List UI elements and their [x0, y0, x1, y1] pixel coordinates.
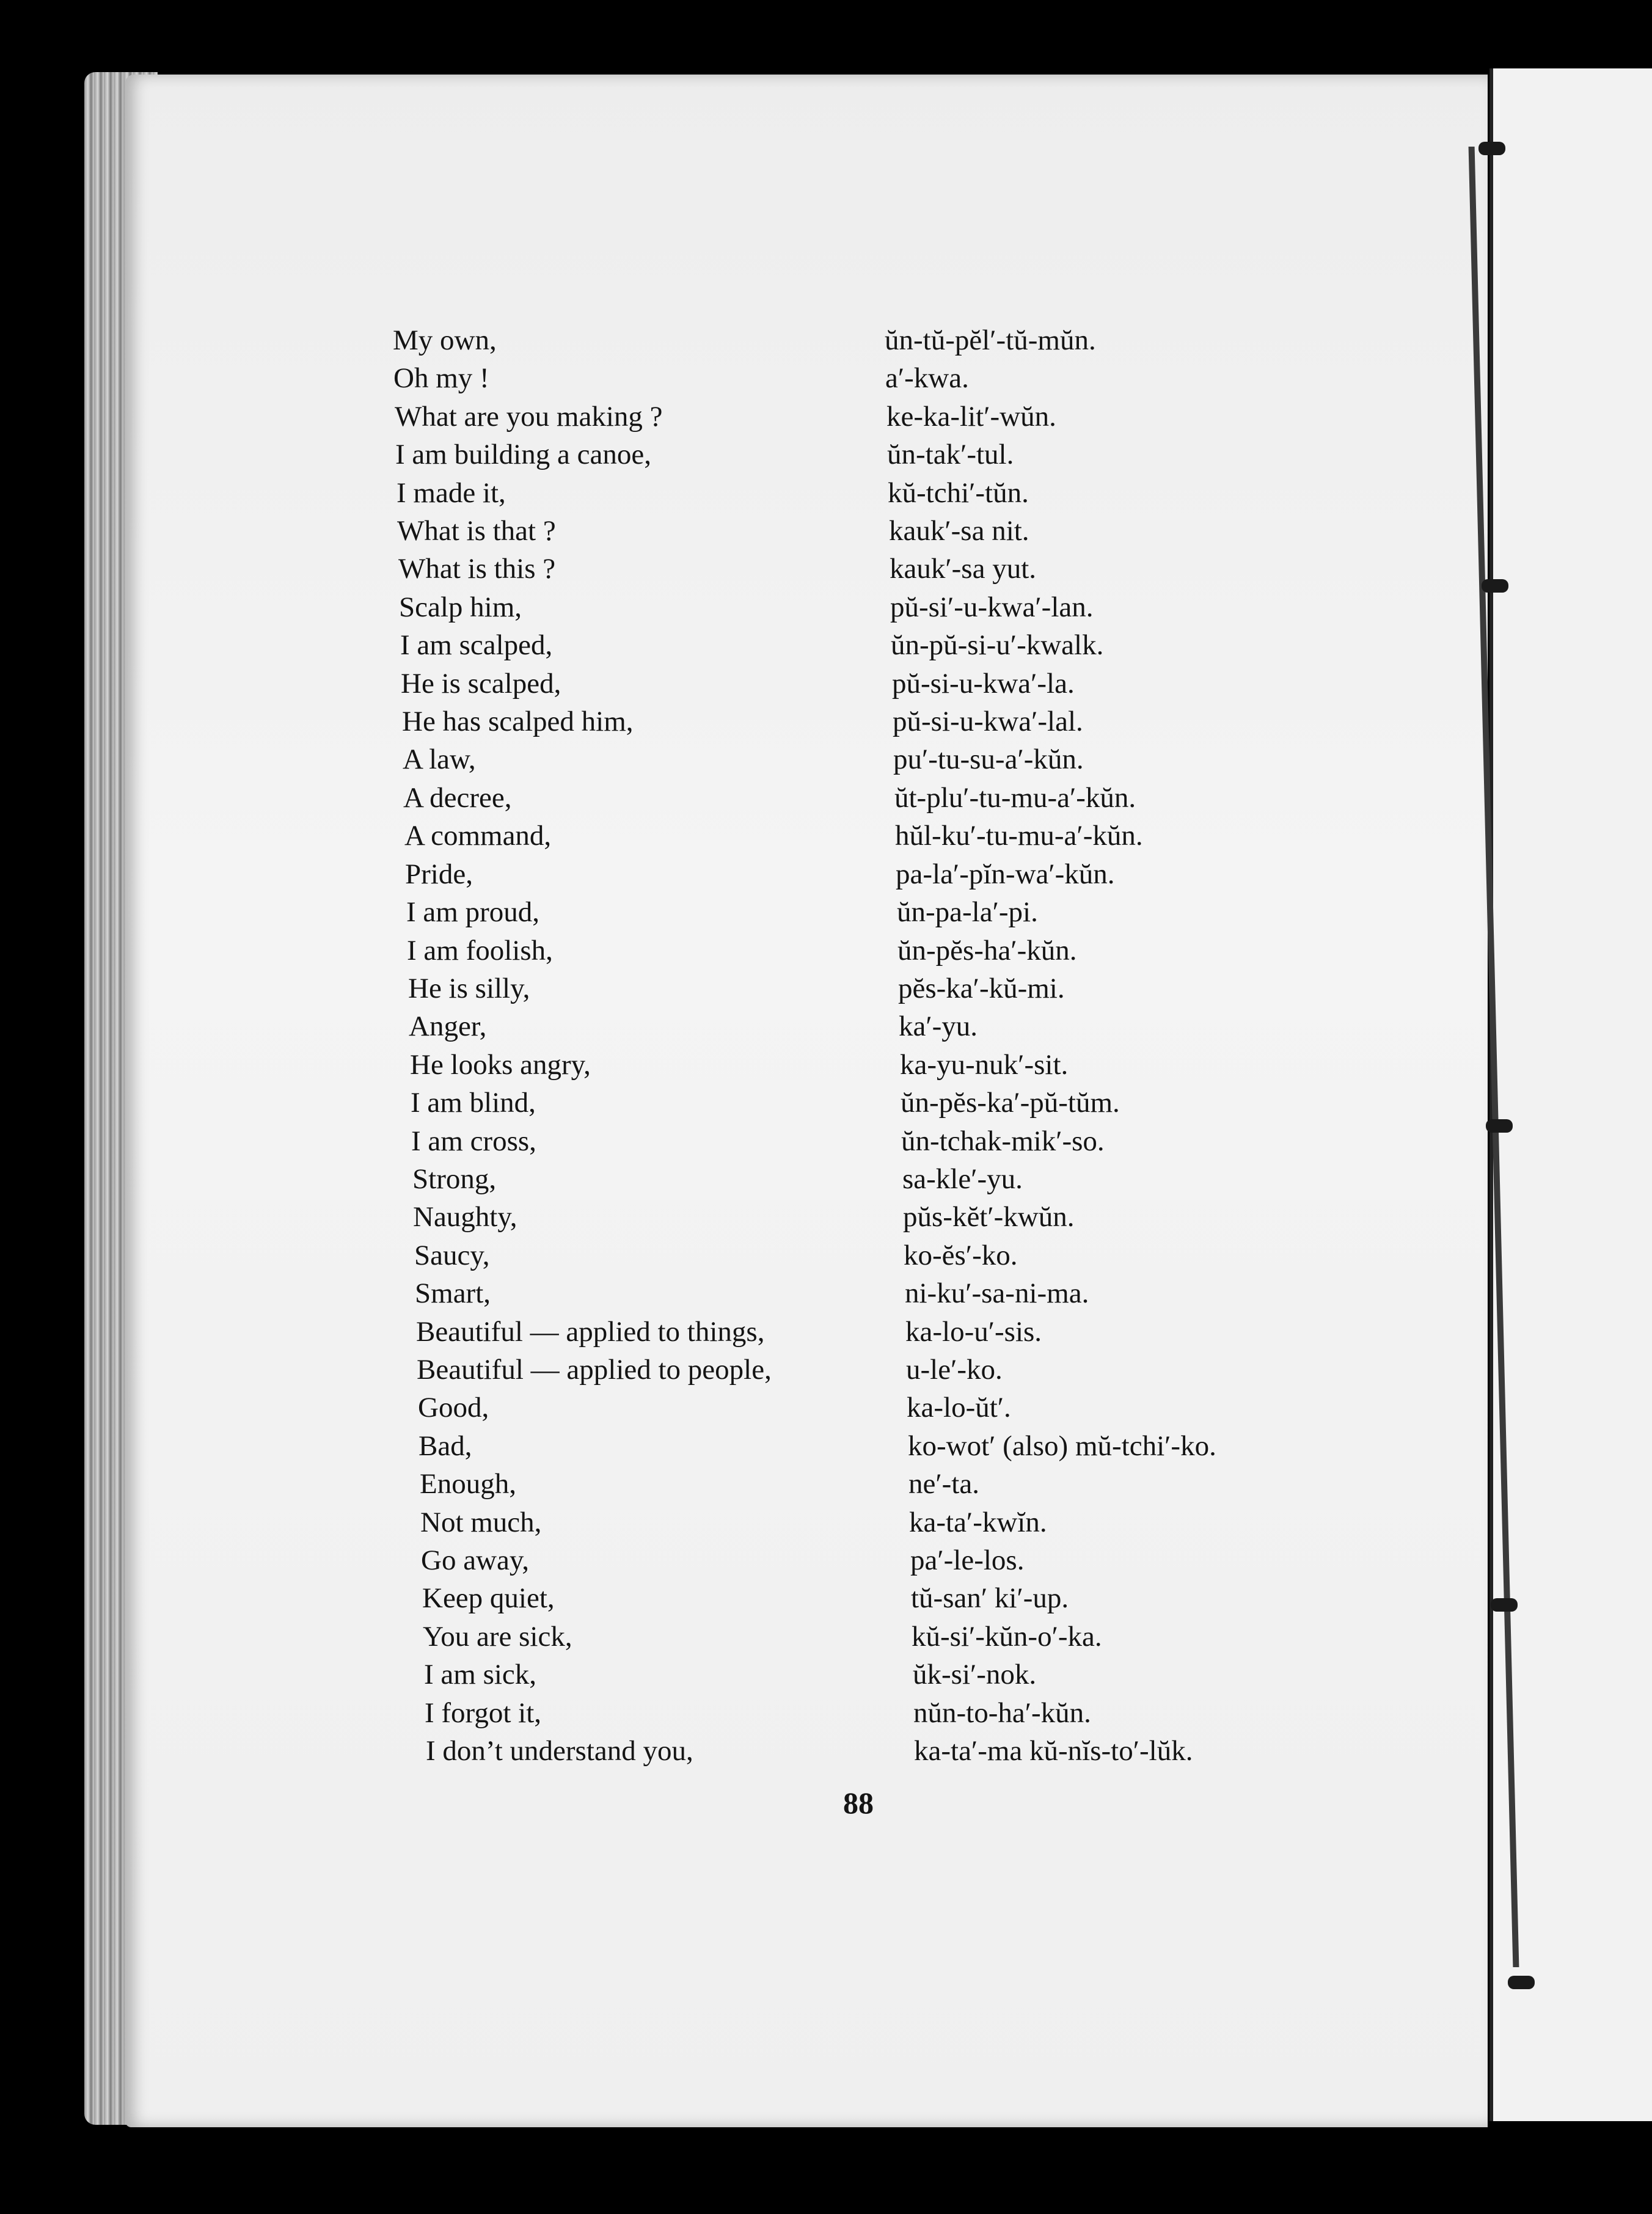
- english-phrase: Beautiful — applied to people,: [417, 1353, 772, 1386]
- native-translation: ka-ta′-ma kŭ-nĭs-to′-lŭk.: [914, 1735, 1193, 1767]
- native-translation: ŭn-pa-la′-pi.: [897, 896, 1038, 929]
- english-phrase: He is silly,: [408, 972, 530, 1004]
- binding-stitch: [1491, 1598, 1518, 1612]
- english-phrase: A command,: [404, 820, 552, 852]
- english-phrase: I made it,: [397, 477, 506, 509]
- english-phrase: A decree,: [403, 781, 512, 814]
- english-phrase: I am sick,: [424, 1659, 537, 1691]
- english-phrase: You are sick,: [423, 1620, 572, 1653]
- native-translation: ŭn-pĕs-ha′-kŭn.: [897, 934, 1077, 966]
- native-translation: u-le′-ko.: [906, 1353, 1003, 1386]
- english-phrase: I am blind,: [411, 1087, 536, 1119]
- english-phrase: What is this ?: [398, 553, 556, 585]
- english-phrase: Good,: [418, 1392, 489, 1424]
- english-column: [393, 321, 772, 1770]
- native-translation: ka-yu-nuk′-sit.: [900, 1048, 1069, 1081]
- native-translation: ke-ka-lit′-wŭn.: [886, 400, 1056, 433]
- native-translation: pa-la′-pĭn-wa′-kŭn.: [896, 858, 1115, 890]
- native-translation: sa-kle′-yu.: [902, 1163, 1023, 1195]
- native-translation: ŭk-si′-nok.: [913, 1659, 1037, 1691]
- native-translation: ŭn-tchak-mik′-so.: [901, 1125, 1105, 1157]
- english-phrase: I am scalped,: [400, 629, 553, 662]
- english-phrase: I am cross,: [411, 1125, 536, 1157]
- native-translation: ni-ku′-sa-ni-ma.: [905, 1277, 1089, 1310]
- english-phrase: Bad,: [418, 1430, 472, 1462]
- english-phrase: Scalp him,: [399, 591, 522, 623]
- native-translation: ŭn-pĕs-ka′-pŭ-tŭm.: [901, 1087, 1120, 1119]
- english-phrase: I am foolish,: [407, 934, 553, 966]
- english-phrase: Saucy,: [414, 1239, 490, 1271]
- native-translation: ka′-yu.: [899, 1010, 978, 1043]
- english-phrase: He is scalped,: [401, 667, 561, 700]
- english-phrase: What are you making ?: [395, 400, 663, 433]
- native-translation: ka-ta′-kwĭn.: [909, 1506, 1047, 1538]
- native-translation: ŭt-plu′-tu-mu-a′-kŭn.: [894, 781, 1136, 814]
- english-phrase: Go away,: [421, 1544, 530, 1576]
- native-translation: pŭ-si-u-kwa′-lal.: [893, 706, 1083, 738]
- native-translation: ko-wot′ (also) mŭ-tchi′-ko.: [908, 1430, 1216, 1462]
- native-translation: kauk′-sa nit.: [889, 515, 1029, 547]
- english-phrase: My own,: [393, 324, 497, 356]
- native-translation: pa′-le-los.: [910, 1544, 1025, 1576]
- binding-stitch: [1486, 1119, 1513, 1133]
- english-phrase: Not much,: [420, 1506, 542, 1538]
- english-phrase: Beautiful — applied to things,: [416, 1315, 765, 1348]
- page-number: 88: [843, 1786, 874, 1820]
- english-phrase: I forgot it,: [425, 1697, 542, 1729]
- english-phrase: He has scalped him,: [402, 706, 634, 738]
- native-translation: nŭn-to-ha′-kŭn.: [913, 1697, 1091, 1729]
- binding-stitch: [1478, 142, 1505, 155]
- native-translation: kŭ-si′-kŭn-o′-ka.: [912, 1620, 1102, 1653]
- native-translation: ŭn-tak′-tul.: [887, 439, 1014, 471]
- english-phrase: I am proud,: [406, 896, 539, 929]
- english-phrase: I don’t understand you,: [426, 1735, 693, 1767]
- native-translation: pĕs-ka′-kŭ-mi.: [898, 972, 1065, 1004]
- english-phrase: Anger,: [409, 1010, 487, 1043]
- english-phrase: I am building a canoe,: [395, 439, 651, 471]
- binding-stitch: [1508, 1976, 1535, 1989]
- english-phrase: A law,: [403, 743, 476, 776]
- native-translation: pŭ-si′-u-kwa′-lan.: [890, 591, 1094, 623]
- english-phrase: Oh my !: [393, 362, 489, 395]
- english-phrase: Strong,: [412, 1163, 497, 1195]
- native-translation: pŭs-kĕt′-kwŭn.: [903, 1201, 1075, 1233]
- native-translation: ka-lo-ŭt′.: [907, 1392, 1011, 1424]
- english-phrase: What is that ?: [397, 515, 556, 547]
- native-translation: ko-ĕs′-ko.: [904, 1239, 1018, 1271]
- english-phrase: Smart,: [415, 1277, 491, 1310]
- english-phrase: He looks angry,: [410, 1048, 591, 1081]
- native-translation: pu′-tu-su-a′-kŭn.: [893, 743, 1084, 776]
- english-phrase: Enough,: [420, 1468, 516, 1500]
- native-translation: kŭ-tchi′-tŭn.: [888, 477, 1029, 509]
- native-translation: a′-kwa.: [885, 362, 969, 395]
- native-translation: ŭn-pŭ-si-u′-kwalk.: [891, 629, 1104, 662]
- native-translation: pŭ-si-u-kwa′-la.: [892, 667, 1075, 700]
- english-phrase: Naughty,: [413, 1201, 517, 1233]
- native-translation: ne′-ta.: [908, 1468, 979, 1500]
- native-translation: ŭn-tŭ-pĕl′-tŭ-mŭn.: [885, 324, 1096, 356]
- book-page: [125, 75, 1488, 2127]
- native-translation-column: [885, 321, 1216, 1770]
- english-phrase: Keep quiet,: [422, 1582, 555, 1615]
- native-translation: ka-lo-u′-sis.: [905, 1315, 1042, 1348]
- binding-stitch: [1482, 579, 1508, 593]
- native-translation: tŭ-san′ ki′-up.: [911, 1582, 1069, 1615]
- english-phrase: Pride,: [405, 858, 473, 890]
- native-translation: hŭl-ku′-tu-mu-a′-kŭn.: [895, 820, 1143, 852]
- native-translation: kauk′-sa yut.: [890, 553, 1037, 585]
